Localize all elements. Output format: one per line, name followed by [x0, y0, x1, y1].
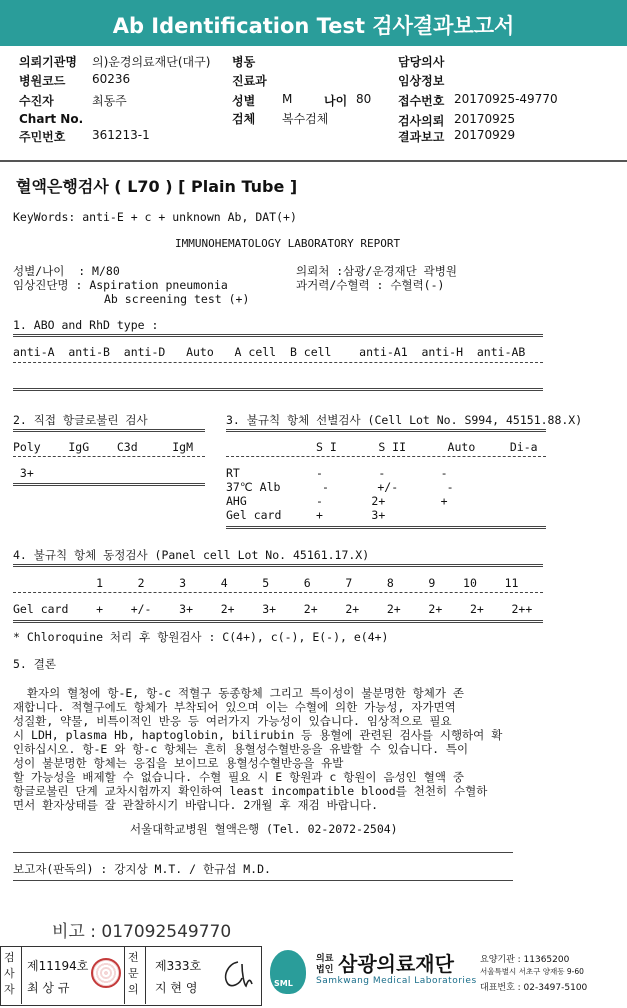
rule: [226, 526, 546, 529]
label-doctor: 담당의사: [398, 55, 445, 69]
reporter: 보고자(판독의) : 강지상 M.T. / 한규섭 M.D.: [13, 862, 271, 876]
label-department: 진료과: [232, 74, 267, 88]
label-clinical-info: 임상정보: [398, 74, 445, 88]
rule: [13, 388, 543, 391]
sml-badge: SML: [274, 979, 293, 988]
handwritten-signature: [218, 954, 256, 994]
s5-title: 5. 결론: [13, 657, 56, 671]
info-code: 요양기관 : 11365200: [480, 955, 570, 965]
diagnosis-2: Ab screening test (+): [104, 292, 250, 306]
label-chart-no: Chart No.: [19, 112, 84, 126]
title-bar: [0, 0, 627, 46]
box2-label: 전문의: [128, 951, 139, 996]
box2-name: 지 현 영: [155, 981, 198, 995]
value-institution: 의)운경의료재단(대구): [92, 55, 211, 69]
s5-line: 시 LDH, plasma Hb, haptoglobin, bilirubin 등 용혈에 관련된 검사를 시행하여 확: [13, 728, 503, 742]
rule: [13, 852, 513, 853]
value-patient: 최동주: [92, 94, 127, 108]
info-phone: 대표번호 : 02-3497-5100: [480, 983, 588, 993]
rule: [13, 592, 543, 593]
value-resident-no: 361213-1: [92, 128, 150, 142]
corp-prefix-2: 법인: [316, 965, 334, 975]
sex-age: 성별/나이 : M/80: [13, 264, 120, 278]
s5-line: 인하십시오. 항-E 와 항-c 항체는 흔히 용혈성수혈반응을 유발할 수 있습니다. 특이: [13, 742, 469, 756]
s3-row: Gel card + 3+: [226, 508, 386, 522]
s5-line: 성질환, 약물, 비특이적인 반응 등 여러가지 가능성이 있습니다. 임상적으로 필요: [13, 714, 452, 728]
box1-name: 최 상 규: [27, 981, 70, 995]
s5-line: 할 가능성을 배제할 수 없습니다. 수혈 필요 시 E 항원과 c 항원이 음성인 혈액 중: [13, 770, 464, 784]
s5-line: 재합니다. 적혈구에도 항체가 부착되어 있으며 이는 수혈에 의한 가능성, 자가면역: [13, 700, 456, 714]
box2-id: 제333호: [155, 959, 202, 973]
rule: [21, 946, 22, 1004]
remark: 비고 : 017092549770: [52, 922, 232, 942]
history: 과거력/수혈력 : 수혈력(-): [296, 278, 445, 292]
s2-value: 3+: [13, 466, 34, 480]
corp-english: Samkwang Medical Laboratories: [316, 976, 477, 986]
s2-header: Poly IgG C3d IgM: [13, 440, 194, 454]
rule: [226, 456, 546, 457]
s3-row: RT - - -: [226, 466, 448, 480]
s4-note: * Chloroquine 처리 후 항원검사 : C(4+), c(-), E(-), e(4+): [13, 630, 389, 644]
rule: [145, 946, 146, 1004]
rule: [13, 334, 543, 337]
s5-line: 환자의 혈청에 항-E, 항-c 적혈구 동종항체 그리고 특이성이 불분명한 항체가 존: [13, 686, 464, 700]
rule: [226, 429, 546, 432]
s4-title: 4. 불규칙 항체 동정검사 (Panel cell Lot No. 45161.17.X): [13, 548, 370, 562]
label-ward: 병동: [232, 55, 256, 69]
label-age: 나이: [324, 94, 348, 108]
value-specimen: 복수검체: [282, 112, 329, 126]
value-receipt-no: 20170925-49770: [454, 92, 558, 106]
box1-id: 제11194호: [27, 959, 89, 973]
label-resident-no: 주민번호: [19, 130, 66, 144]
label-request-date: 검사의뢰: [398, 114, 445, 128]
s3-row: AHG - 2+ +: [226, 494, 448, 508]
diagnosis: 임상진단명 : Aspiration pneumonia: [13, 278, 228, 292]
rule: [13, 483, 205, 486]
label-hospital-code: 병원코드: [19, 74, 66, 88]
s4-row: Gel card + +/- 3+ 2+ 3+ 2+ 2+ 2+ 2+ 2+ 2++: [13, 602, 533, 616]
s5-line: 면서 환자상태를 잘 관찰하시기 바랍니다. 2개월 후 재검 바랍니다.: [13, 798, 378, 812]
value-hospital-code: 60236: [92, 72, 131, 86]
s3-header: S I S II Auto Di-a: [226, 440, 538, 454]
seal-stamp: [91, 958, 121, 988]
s2-title: 2. 직접 항글로불린 검사: [13, 413, 148, 427]
label-specimen: 검체: [232, 112, 256, 126]
lab-title: IMMUNOHEMATOLOGY LABORATORY REPORT: [175, 237, 401, 250]
s1-title: 1. ABO and RhD type :: [13, 318, 159, 332]
s3-row: 37℃ Alb - +/- -: [226, 480, 454, 494]
value-age: 80: [356, 92, 372, 106]
rule: [13, 362, 543, 363]
label-report-date: 결과보고: [398, 130, 445, 144]
header-divider: [0, 160, 627, 162]
label-institution: 의뢰기관명: [19, 55, 77, 69]
section-title: 혈액은행검사 ( L70 ) [ Plain Tube ]: [16, 177, 298, 196]
page-title: Ab Identification Test 검사결과보고서: [112, 14, 515, 38]
label-receipt-no: 접수번호: [398, 94, 445, 108]
requester: 의뢰처 :삼광/운경재단 곽병원: [296, 264, 458, 278]
s5-line: 성이 불분명한 항체는 응집을 보이므로 용혈성수혈반응을 유발: [13, 756, 344, 770]
corp-name: 삼광의료재단: [338, 952, 454, 976]
s4-header: 1 2 3 4 5 6 7 8 9 10 11: [13, 576, 519, 590]
s3-title: 3. 불규칙 항체 선별검사 (Cell Lot No. S994, 45151.88.X): [226, 413, 583, 427]
value-request-date: 20170925: [454, 112, 516, 126]
rule: [124, 946, 125, 1004]
label-sex: 성별: [232, 94, 256, 108]
rule: [13, 456, 205, 457]
rule: [13, 880, 513, 881]
value-report-date: 20170929: [454, 128, 516, 142]
hospital-line: 서울대학교병원 혈액은행 (Tel. 02-2072-2504): [130, 822, 398, 836]
s5-line: 항글로불린 단계 교차시험까지 확인하여 least incompatible blood를 천천히 수혈하: [13, 784, 488, 798]
info-address: 서울특별시 서초구 양재동 9-60: [480, 967, 584, 976]
label-patient: 수진자: [19, 94, 54, 108]
s1-header: anti-A anti-B anti-D Auto A cell B cell anti-A1 anti-H anti-AB: [13, 345, 526, 359]
value-sex: M: [282, 92, 293, 106]
rule: [13, 620, 543, 623]
keywords: KeyWords: anti-E + c + unknown Ab, DAT(+): [13, 210, 297, 224]
corp-prefix-1: 의료: [316, 954, 334, 964]
box1-label: 검사자: [4, 951, 15, 996]
rule: [13, 429, 205, 432]
rule: [13, 564, 543, 567]
